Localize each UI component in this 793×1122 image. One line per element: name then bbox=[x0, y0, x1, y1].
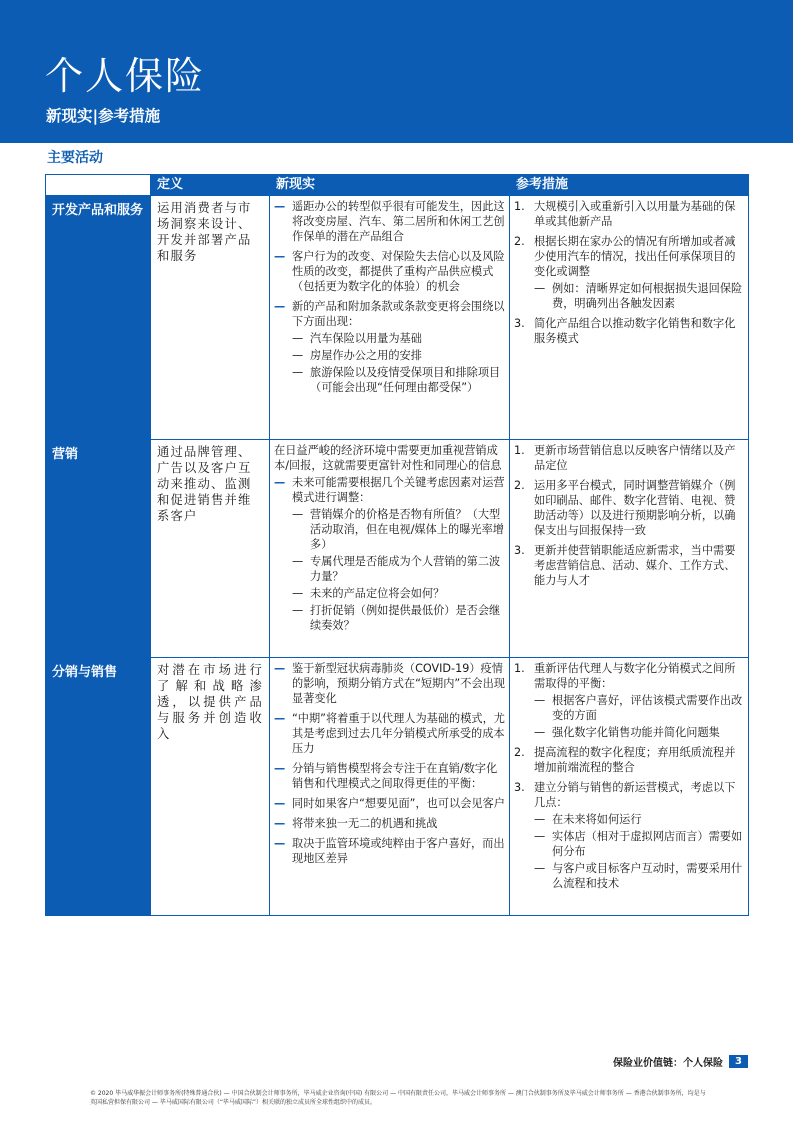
new-reality-cell bbox=[270, 196, 510, 440]
row-definition: 通过品牌管理、广告以及客户互动来推动、监测和促进销售并维系客户 bbox=[151, 440, 270, 658]
new-reality-intro: 在日益严峻的经济环境中需要更加重视营销成本/回报，这就需要更富针对性和同理心的信息 bbox=[274, 444, 502, 472]
page-footer bbox=[613, 1054, 748, 1069]
sub-item: — 与客户或目标客户互动时，需要采用什么流程和技术 bbox=[534, 862, 743, 890]
list-item: 1. 重新评估代理人与数字化分销模式之间所需取得的平衡： — 根据客户喜好，评估该模式需要作出改变的方面 — 强化数字化销售功能并简化问题集 bbox=[514, 662, 743, 739]
sub-item: — 房屋作办公之用的安排 bbox=[292, 349, 422, 362]
activities-table bbox=[45, 174, 749, 916]
sub-item: — 根据客户喜好，评估该模式需要作出改变的方面 bbox=[534, 694, 743, 722]
sub-item: — 例如：清晰界定如何根据损失退回保险费，明确列出各触发因素 bbox=[534, 282, 743, 310]
table-row bbox=[46, 658, 749, 916]
new-reality-cell bbox=[270, 440, 510, 658]
list-item: 2. 运用多平台模式，同时调整营销媒介（例如印刷品、邮件、数字化营销、电视、赞助活动等）以及进行预期影响分析，以确保支出与回报保持一致 bbox=[514, 479, 736, 537]
page-number: 3 bbox=[729, 1055, 748, 1068]
footer-doc-title: 保险业价值链：个人保险 bbox=[613, 1058, 724, 1069]
list-item: — “中期”将着重于以代理人为基础的模式，尤其是考虑到过去几年分销模式所承受的成本压力 bbox=[274, 712, 505, 755]
sub-item: — 在未来将如何运行 bbox=[534, 813, 642, 826]
row-definition: 运用消费者与市场洞察来设计、开发并部署产品和服务 bbox=[151, 196, 270, 440]
list-item: — 未来可能需要根据几个关键考虑因素对运营模式进行调整： — 营销媒介的价格是否物有所值？（大型活动取消，但在电视/媒体上的曝光率增多） — 专属代理是否能成为个人营销的第二波力量？ — 未来的产品定位将会如何？ — 打折促销（例如提供最低价）是否会继续奏效？ bbox=[274, 476, 505, 632]
table-header-row bbox=[46, 175, 749, 196]
header-definition: 定义 bbox=[151, 175, 270, 196]
header-empty bbox=[46, 175, 151, 196]
list-item: 2. 根据长期在家办公的情况有所增加或者减少使用汽车的情况，找出任何承保项目的变化或调整 — 例如：清晰界定如何根据损失退回保险费，明确列出各触发因素 bbox=[514, 235, 743, 310]
list-item: — 客户行为的改变、对保险失去信心以及风险性质的改变，都提供了重构产品供应模式（包括更为数字化的体验）的机会 bbox=[274, 250, 505, 293]
sub-item: — 专属代理是否能成为个人营销的第二波力量？ bbox=[292, 555, 501, 583]
list-item: — 将带来独一无二的机遇和挑战 bbox=[274, 817, 438, 830]
header-new-reality: 新现实 bbox=[270, 175, 510, 196]
table-row bbox=[46, 196, 749, 440]
list-item: 3. 建立分销与销售的新运营模式，考虑以下几点： — 在未来将如何运行 — 实体店（相对于虚拟网店而言）需要如何分布 — 与客户或目标客户互动时，需要采用什么流程和技术 bbox=[514, 781, 743, 890]
page-header bbox=[0, 0, 793, 143]
row-category: 分销与销售 bbox=[46, 658, 151, 916]
list-item: — 遥距办公的转型似乎很有可能发生，因此这将改变房屋、汽车、第二居所和休闲工艺创作保单的潜在产品组合 bbox=[274, 200, 505, 243]
row-definition: 对潜在市场进行了解和战略渗透，以提供产品与服务并创造收入 bbox=[151, 658, 270, 916]
page-subtitle: 新现实|参考措施 bbox=[46, 107, 161, 125]
sub-item: — 实体店（相对于虚拟网店而言）需要如何分布 bbox=[534, 830, 743, 858]
header-measures: 参考措施 bbox=[510, 175, 749, 196]
list-item: — 鉴于新型冠状病毒肺炎（COVID-19）疫情的影响，预期分销方式在“短期内”不会出现显著变化 bbox=[274, 662, 505, 705]
sub-item: — 未来的产品定位将会如何？ bbox=[292, 587, 445, 600]
sub-item: — 旅游保险以及疫情受保项目和排除项目（可能会出现“任何理由都受保”） bbox=[292, 366, 501, 394]
row-category: 开发产品和服务 bbox=[46, 196, 151, 440]
sub-item: — 营销媒介的价格是否物有所值？（大型活动取消，但在电视/媒体上的曝光率增多） bbox=[292, 508, 504, 551]
sub-item: — 强化数字化销售功能并简化问题集 bbox=[534, 726, 720, 739]
copyright-note: © 2020 毕马威华振会计师事务所(特殊普通合伙) — 中国合伙制会计师事务所，毕马威企业咨询(中国) 有限公司 — 中国有限责任公司，毕马威会计师事务所 — 澳门合伙制事务所及毕马威会计师事务所 — 香港合伙制事务所，均是与英国私营担保有限公司 — 毕马威国际有限公司（“毕马威国际”）相关联的独立成员所全球性组织中的成员。 bbox=[90, 1090, 706, 1106]
list-item: — 分销与销售模型将会专注于在直销/数字化销售和代理模式之间取得更佳的平衡： bbox=[274, 762, 498, 790]
sub-item: — 汽车保险以用量为基础 bbox=[292, 332, 422, 345]
list-item: 1. 大规模引入或重新引入以用量为基础的保单或其他新产品 bbox=[514, 200, 736, 228]
table-row bbox=[46, 440, 749, 658]
list-item: — 同时如果客户“想要见面”，也可以会见客户 bbox=[274, 797, 505, 810]
list-item: 2. 提高流程的数字化程度；弃用纸质流程并增加前端流程的整合 bbox=[514, 746, 736, 774]
section-title: 主要活动 bbox=[47, 150, 103, 166]
row-category: 营销 bbox=[46, 440, 151, 658]
page-title: 个人保险 bbox=[45, 54, 206, 98]
list-item: 3. 更新并使营销职能适应新需求，当中需要考虑营销信息、活动、媒介、工作方式、能力与人才 bbox=[514, 544, 736, 587]
measures-cell bbox=[510, 196, 749, 440]
list-item: 1. 更新市场营销信息以反映客户情绪以及产品定位 bbox=[514, 444, 736, 472]
measures-cell bbox=[510, 658, 749, 916]
list-item: — 取决于监管环境或纯粹由于客户喜好，而出现地区差异 bbox=[274, 837, 505, 865]
measures-cell bbox=[510, 440, 749, 658]
new-reality-cell bbox=[270, 658, 510, 916]
list-item: — 新的产品和附加条款或条款变更将会围绕以下方面出现： — 汽车保险以用量为基础 — 房屋作办公之用的安排 — 旅游保险以及疫情受保项目和排除项目（可能会出现“任何理由都受保”） bbox=[274, 300, 505, 394]
list-item: 3. 简化产品组合以推动数字化销售和数字化服务模式 bbox=[514, 317, 736, 345]
sub-item: — 打折促销（例如提供最低价）是否会继续奏效？ bbox=[292, 604, 501, 632]
